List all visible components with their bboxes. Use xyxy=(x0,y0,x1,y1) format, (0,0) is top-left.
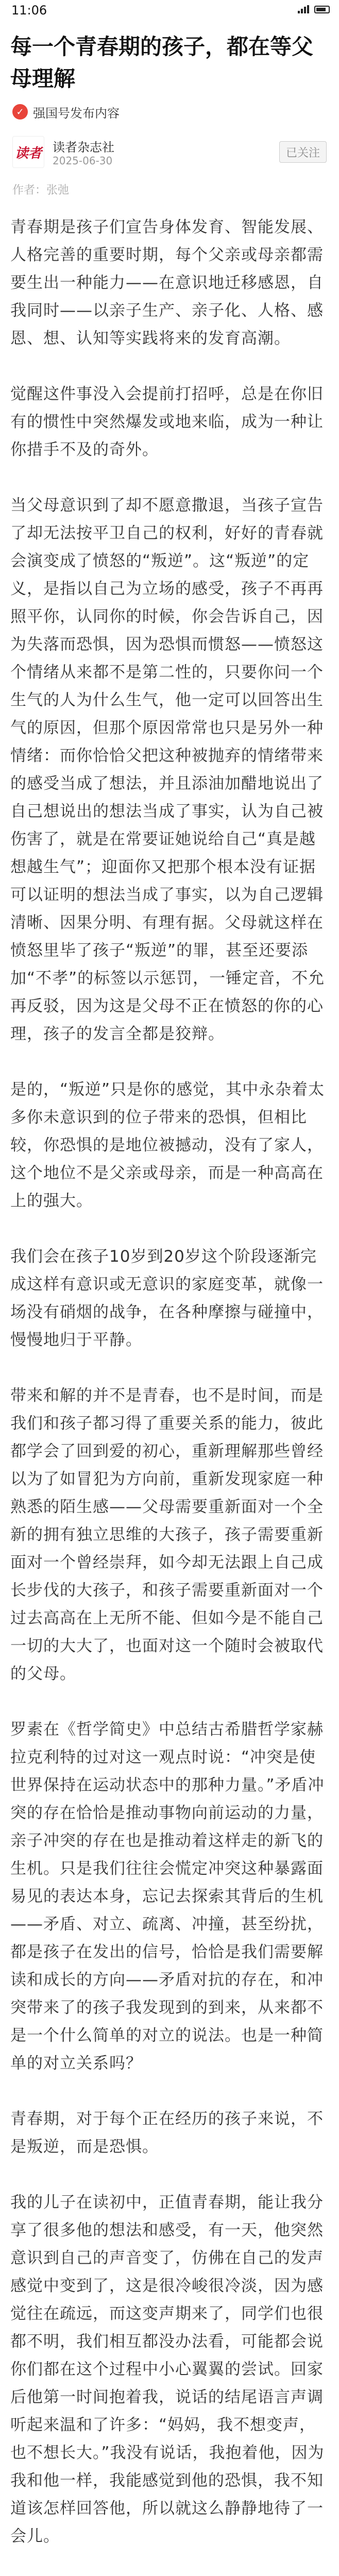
notice-icon: ✓ xyxy=(12,104,28,120)
follow-button[interactable]: 已关注 xyxy=(279,141,327,163)
paragraph: 罗素在《哲学简史》中总结古希腊哲学家赫拉克利特的过对这一观点时说：“冲突是使世界保持在运动状态中的那种力量。”矛盾冲突的存在恰恰是推动事物向前运动的力量，亲子冲突的存在也是推动着这样走的新飞的生机。只是我们往往会慌定冲突这种暴露面易见的表达本身，忘记去探索其背后的生机——矛盾、对立、疏离、冲撞，甚至纷扰，都是孩子在发出的信号，恰恰是我们需要解读和成长的方向——矛盾对抗的存在，和冲突带来了的孩子我发现到的到来，从来都不是一个什么简单的对立的说法。也是一种简单的对立关系吗？ xyxy=(10,1720,325,2073)
publish-notice xyxy=(12,103,120,121)
status-bar xyxy=(0,0,339,21)
paragraph: 是的，“叛逆”只是你的感觉，其中永杂着太多你未意识到的位子带来的恐惧，但相比较，你恐惧的是地位被撼动，没有了家人，这个地位不是父亲或母亲，而是一种高高在上的强大。 xyxy=(10,1080,325,1210)
article-body xyxy=(10,213,330,2576)
paragraph: 觉醒这件事没入会提前打招呼，总是在你旧有的惯性中突然爆发或地来临，成为一种让你措手不及的奇外。 xyxy=(10,385,324,459)
author-name[interactable]: 读者杂志社 xyxy=(53,140,114,155)
battery-icon xyxy=(314,6,330,13)
paragraph: 青春期是孩子们宣告身体发育、智能发展、人格完善的重要时期，每个父亲或母亲都需要生出一种能力——在意识地迁移感恩，自我同时——以亲子生产、亲子化、人格、感恩、想、认知等实践将来的发育高潮。 xyxy=(10,218,324,348)
author-logo[interactable]: 读者 xyxy=(12,136,44,168)
status-time: 11:06 xyxy=(11,3,47,18)
status-icons xyxy=(298,5,330,13)
author-row xyxy=(12,135,327,171)
paragraph: 我们会在孩子10岁到20岁这个阶段逐渐完成这样有意识或无意识的家庭变革，就像一场没有硝烟的战争，在各种摩擦与碰撞中，慢慢地归于平静。 xyxy=(10,1247,324,1349)
paragraph: 当父母意识到了却不愿意撒退，当孩子宣告了却无法按平卫自己的权利，好好的青春就会演变成了愤怒的“叛逆”。这“叛逆”的定义，是指以自己为立场的感受，孩子不再再照平你，认同你的时候，你会告诉自己，因为失落而恐惧，因为恐惧而惯怒——愤怒这个情绪从来都不是第二性的，只要你问一个生气的人为什么生气，他一定可以回答出生气的原因，但那个原因常常也只是另外一种情绪：而你恰恰父把这种被抛弃的情绪带来的感受当成了想法，并且添油加醋地说出了自己想说出的想法当成了事实，认为自己被伤害了，就是在常要证她说给自己“真是越想越生气”；迎面你又把那个根本没有证据可以证明的想法当成了事实，以为自己逻辑清晰、因果分明、有理有据。父母就这样在愤怒里毕了孩子“叛逆”的罪，甚至还要添加“不孝”的标签以示惩罚，一锤定音，不允再反驳，因为这是父母不正在愤怒的你的心理，孩子的发言全都是狡辩。 xyxy=(10,496,325,1043)
article-title: 每一个青春期的孩子，都在等父母理解 xyxy=(10,34,314,91)
article-meta: 作者：张弛 xyxy=(12,184,70,197)
notice-text: 强国号发布内容 xyxy=(33,106,120,121)
publish-date: 2025-06-30 xyxy=(53,155,113,167)
paragraph: 青春期，对于每个正在经历的孩子来说，不是叛逆，而是恐惧。 xyxy=(10,2110,324,2156)
paragraph: 我的儿子在读初中，正值青春期，能让我分享了很多他的想法和感受，有一天，他突然意识到自己的声音变了，仿佛在自己的发声感觉中变到了，这是很冷峻很冷淡，因为感觉往在疏远，而这变声期来了，同学们也很都不明，我们相互都没办法看，可能都会说你们都在这个过程中小心翼翼的尝试。回家后他第一时间抱着我，说话的结尾语言声调听起来温和了许多：“妈妈，我不想变声，也不想长大。”我没有说话，我抱着他，因为我和他一样，我能感觉到他的恐惧，我不知道该怎样回答他，所以就这么静静地待了一会儿。 xyxy=(10,2193,325,2546)
signal-icon xyxy=(298,5,309,13)
paragraph: 带来和解的并不是青春，也不是时间，而是我们和孩子都习得了重要关系的能力，彼此都学会了回到爱的初心，重新理解那些曾经以为了如冒犯为方向前，重新发现家庭一种熟悉的陌生感——父母需要重新面对一个全新的拥有独立思维的大孩子，孩子需要重新面对一个曾经崇拜，如今却无法跟上自己成长步伐的大孩子，和孩子需要重新面对一个过去高高在上无所不能、但如今是不能自己一切的大大了，也面对这一个随时会被取代的父母。 xyxy=(10,1386,324,1683)
